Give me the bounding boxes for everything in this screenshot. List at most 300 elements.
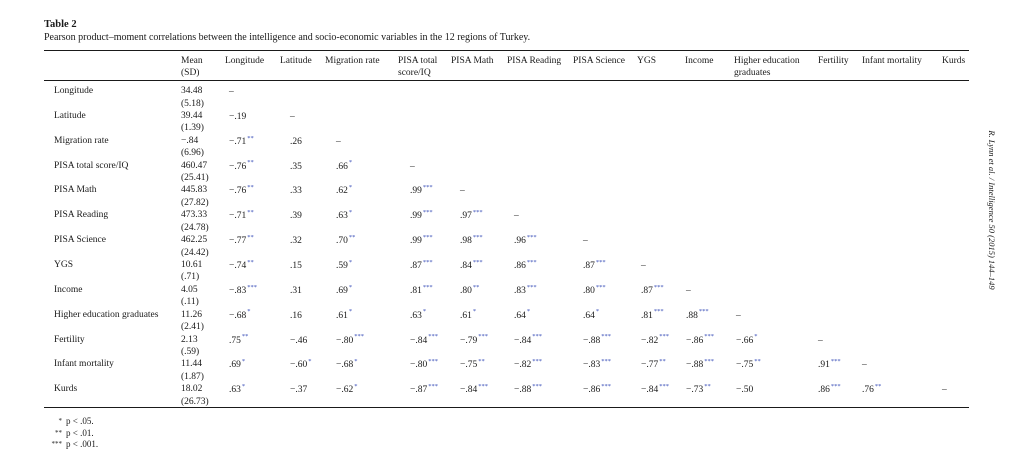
- correlation-value: .66: [336, 161, 348, 172]
- correlation-value: −.80: [410, 360, 428, 371]
- sd-value: (1.39): [181, 123, 204, 134]
- column-header-pisa-total: [398, 55, 437, 79]
- correlation-value: .80: [583, 285, 595, 296]
- diagonal-dash: [410, 161, 415, 173]
- correlation-value: −.86: [583, 385, 601, 396]
- mean-sd-cell: [181, 135, 204, 160]
- correlation-cell: [290, 384, 307, 396]
- correlation-value: –: [942, 385, 947, 396]
- correlation-cell: [641, 335, 669, 347]
- correlation-value: –: [336, 136, 341, 147]
- significance-marker: ***: [830, 358, 841, 366]
- correlation-value: .59: [336, 260, 348, 271]
- significance-marker: **: [348, 233, 356, 241]
- column-header-latitude: [280, 55, 312, 67]
- significance-marker: ***: [704, 333, 714, 341]
- row-label: YGS: [54, 259, 74, 270]
- column-header-pisa-reading: [507, 55, 561, 67]
- significance-marker: ***: [653, 283, 664, 291]
- significance-marker: **: [247, 258, 254, 266]
- correlation-value: .81: [641, 310, 653, 321]
- correlation-cell: [583, 260, 606, 272]
- correlation-cell: [410, 210, 433, 222]
- column-header-migration: [325, 55, 380, 67]
- significance-marker: *: [348, 209, 353, 217]
- correlation-value: .97: [460, 211, 472, 222]
- correlation-value: .76: [862, 385, 874, 396]
- significance-marker: ***: [698, 308, 709, 316]
- mean-sd-cell: [181, 334, 199, 359]
- correlation-value: .15: [290, 260, 302, 271]
- correlation-cell: [583, 310, 599, 322]
- correlation-value: .35: [290, 161, 302, 172]
- correlation-cell: [583, 285, 606, 297]
- correlation-cell: [336, 161, 352, 173]
- column-header-pisa-math: [451, 55, 494, 67]
- correlation-value: −.50: [736, 385, 754, 396]
- significance-marker: *: [422, 308, 427, 316]
- correlation-value: −.77: [641, 360, 659, 371]
- column-header-line1: Kurds: [942, 56, 966, 66]
- mean-sd-cell: [181, 184, 209, 209]
- note-row: [44, 439, 98, 451]
- correlation-cell: [460, 235, 483, 247]
- correlation-cell: [818, 384, 841, 396]
- running-head-text: R. Lynn et al. / Intelligence 50 (2015) 144–149: [987, 130, 997, 290]
- correlation-value: −.62: [336, 385, 354, 396]
- mean-value: 34.48: [181, 86, 203, 96]
- correlation-cell: [229, 260, 254, 272]
- significance-marker: *: [526, 308, 531, 316]
- row-label: PISA Reading: [54, 210, 109, 221]
- significance-marker: ***: [422, 184, 433, 192]
- column-header-line1: PISA total: [398, 56, 438, 66]
- correlation-cell: [290, 235, 302, 247]
- note-row: [44, 428, 98, 440]
- row-label: PISA total score/IQ: [54, 160, 129, 171]
- correlation-value: −.83: [583, 360, 601, 371]
- correlation-value: −.73: [686, 385, 704, 396]
- correlation-cell: [641, 285, 664, 297]
- significance-marker: ***: [422, 258, 433, 266]
- correlation-value: .64: [583, 310, 595, 321]
- sd-value: (24.78): [181, 222, 209, 233]
- significance-marker: *: [348, 308, 353, 316]
- significance-marker: **: [478, 358, 485, 366]
- row-label: Infant mortality: [54, 359, 114, 370]
- correlation-value: −.37: [290, 385, 308, 396]
- significance-marker: ***: [478, 383, 488, 391]
- column-header-kurds: [942, 55, 965, 67]
- mean-value: −.84: [181, 135, 199, 146]
- correlation-value: .31: [290, 285, 302, 296]
- correlation-cell: [641, 359, 666, 371]
- correlation-cell: [336, 235, 355, 247]
- column-header-mean: [181, 55, 203, 79]
- correlation-value: −.84: [514, 335, 532, 346]
- significance-marker: ***: [526, 283, 537, 291]
- correlation-cell: [862, 384, 881, 396]
- significance-marker: ***: [247, 283, 257, 291]
- correlation-cell: [514, 285, 537, 297]
- top-rule: [44, 50, 969, 51]
- correlation-value: –: [410, 161, 415, 172]
- correlation-cell: [736, 384, 753, 396]
- sd-value: (25.41): [181, 173, 209, 184]
- correlation-value: −.71: [229, 211, 247, 222]
- column-header-line2: score/IQ: [398, 68, 431, 78]
- correlation-value: −.88: [583, 335, 601, 346]
- row-label: Fertility: [54, 334, 85, 345]
- correlation-value: –: [514, 211, 519, 222]
- correlation-value: .32: [290, 236, 302, 247]
- note-row: [44, 416, 98, 428]
- mean-sd-cell: [181, 85, 204, 110]
- significance-marker: ***: [422, 233, 433, 241]
- table-label: Table 2: [44, 19, 77, 30]
- correlation-cell: [583, 359, 611, 371]
- sd-value: (.11): [181, 297, 199, 308]
- correlation-value: .86: [818, 385, 830, 396]
- column-header-infant-mortality: [862, 55, 922, 67]
- diagonal-dash: [514, 210, 519, 222]
- significance-marker: *: [247, 308, 251, 316]
- correlation-cell: [229, 210, 254, 222]
- significance-marker: **: [874, 383, 882, 391]
- correlation-cell: [583, 384, 611, 396]
- column-header-fertility: [818, 55, 849, 67]
- mean-sd-cell: [181, 259, 202, 284]
- diagonal-dash: [686, 285, 691, 297]
- diagonal-dash: [583, 235, 588, 247]
- correlation-value: .99: [410, 186, 422, 197]
- column-header-line1: PISA Reading: [507, 56, 562, 66]
- significance-marker: ***: [595, 283, 606, 291]
- row-label: PISA Science: [54, 235, 106, 246]
- column-header-line1: PISA Science: [573, 56, 625, 66]
- mean-value: 2.13: [181, 334, 198, 345]
- correlation-cell: [229, 335, 248, 347]
- correlation-cell: [336, 359, 357, 371]
- correlation-value: .81: [410, 285, 422, 296]
- correlation-value: .61: [460, 310, 472, 321]
- table-notes: [44, 416, 98, 451]
- diagonal-dash: [862, 359, 867, 371]
- correlation-cell: [410, 335, 438, 347]
- correlation-cell: [410, 310, 426, 322]
- mean-sd-cell: [181, 209, 209, 234]
- correlation-value: −.77: [229, 236, 247, 247]
- mean-value: 10.61: [181, 259, 203, 270]
- sd-value: (.59): [181, 347, 200, 357]
- correlation-cell: [583, 335, 611, 347]
- correlation-value: .86: [514, 260, 526, 271]
- significance-marker: ***: [830, 383, 841, 391]
- correlation-value: −.84: [641, 385, 659, 396]
- significance-marker: ***: [595, 258, 606, 266]
- correlation-cell: [229, 111, 246, 123]
- correlation-cell: [641, 310, 664, 322]
- correlation-value: .70: [336, 236, 348, 247]
- correlation-value: –: [229, 87, 234, 97]
- correlation-cell: [336, 335, 364, 347]
- significance-marker: ***: [422, 209, 433, 217]
- correlation-value: −.88: [514, 385, 532, 396]
- correlation-cell: [290, 185, 302, 197]
- correlation-value: .63: [336, 211, 348, 222]
- correlation-cell: [410, 260, 433, 272]
- correlation-cell: [818, 359, 841, 371]
- column-header-line1: YGS: [637, 56, 657, 66]
- correlation-value: .83: [514, 285, 526, 296]
- mean-value: 462.25: [181, 235, 208, 246]
- significance-marker: ***: [653, 308, 664, 316]
- significance-marker: *: [754, 333, 758, 341]
- correlation-value: .26: [290, 136, 302, 147]
- significance-marker: *: [348, 159, 353, 167]
- note-text: p < .001.: [66, 439, 99, 449]
- correlation-value: .62: [336, 186, 348, 197]
- correlation-value: −.79: [460, 335, 478, 346]
- correlation-cell: [514, 335, 542, 347]
- correlation-cell: [736, 335, 757, 347]
- column-header-pisa-science: [573, 55, 625, 67]
- mean-sd-cell: [181, 383, 209, 408]
- column-header-line1: Mean: [181, 56, 203, 66]
- correlation-cell: [410, 235, 433, 247]
- significance-marker: ***: [428, 333, 438, 341]
- correlation-cell: [641, 384, 669, 396]
- significance-marker: **: [241, 333, 249, 341]
- correlation-value: −.86: [686, 335, 704, 346]
- correlation-cell: [514, 235, 537, 247]
- correlation-cell: [290, 161, 302, 173]
- correlation-value: .99: [410, 211, 422, 222]
- significance-marker: ***: [532, 358, 542, 366]
- correlation-cell: [460, 210, 483, 222]
- note-symbol: **: [55, 428, 62, 437]
- row-label: Income: [54, 284, 83, 295]
- correlation-value: .75: [229, 335, 241, 346]
- significance-marker: ***: [472, 258, 483, 266]
- significance-marker: **: [472, 283, 480, 291]
- mean-sd-cell: [181, 234, 209, 259]
- correlation-value: .33: [290, 186, 302, 197]
- correlation-cell: [229, 310, 250, 322]
- mean-value: 445.83: [181, 185, 208, 196]
- correlation-value: −.46: [290, 335, 308, 346]
- correlation-value: .39: [290, 211, 302, 222]
- correlation-cell: [336, 384, 357, 396]
- significance-marker: *: [241, 358, 246, 366]
- significance-marker: ***: [601, 358, 611, 366]
- correlation-value: −.76: [229, 161, 247, 172]
- sd-value: (2.41): [181, 322, 204, 333]
- correlation-cell: [686, 384, 711, 396]
- column-header-line1: Longitude: [225, 56, 265, 66]
- significance-marker: ***: [472, 233, 483, 241]
- correlation-cell: [686, 359, 714, 371]
- column-header-line1: Higher education: [734, 56, 800, 66]
- significance-marker: ***: [532, 333, 542, 341]
- correlation-value: .61: [336, 310, 348, 321]
- diagonal-dash: [229, 86, 234, 98]
- table-title: Pearson product–moment correlations between the intelligence and socio-economic variables in the 12 regions of Turkey.: [44, 32, 531, 43]
- correlation-cell: [686, 310, 709, 322]
- correlation-value: −.75: [736, 360, 754, 371]
- significance-marker: *: [348, 283, 353, 291]
- note-text: p < .05.: [66, 416, 94, 426]
- diagonal-dash: [336, 136, 341, 148]
- correlation-cell: [460, 260, 483, 272]
- correlation-cell: [229, 185, 254, 197]
- correlation-value: .63: [229, 385, 241, 396]
- correlation-value: .63: [410, 310, 422, 321]
- correlation-cell: [290, 310, 302, 322]
- running-head: [985, 100, 999, 320]
- significance-marker: **: [754, 358, 761, 366]
- correlation-value: −.19: [229, 111, 247, 122]
- column-header-line1: Latitude: [280, 56, 312, 66]
- correlation-value: .99: [410, 236, 422, 247]
- correlation-cell: [290, 359, 311, 371]
- mean-value: 39.44: [181, 110, 203, 121]
- significance-marker: **: [247, 233, 254, 241]
- significance-marker: *: [595, 308, 600, 316]
- sd-value: (5.18): [181, 98, 204, 109]
- column-header-ygs: [637, 55, 656, 67]
- correlation-value: −.74: [229, 260, 247, 271]
- correlation-cell: [460, 359, 485, 371]
- significance-marker: ***: [659, 333, 669, 341]
- correlation-cell: [290, 260, 302, 272]
- correlation-value: −.88: [686, 360, 704, 371]
- row-label: Kurds: [54, 384, 78, 395]
- mean-value: 11.26: [181, 309, 203, 320]
- correlation-cell: [410, 384, 438, 396]
- row-label: Higher education graduates: [54, 309, 159, 320]
- significance-marker: **: [704, 383, 711, 391]
- correlation-cell: [229, 136, 254, 148]
- sd-value: (1.87): [181, 371, 204, 382]
- correlation-value: −.76: [229, 186, 247, 197]
- significance-marker: *: [308, 358, 312, 366]
- sd-value: (27.82): [181, 197, 209, 208]
- note-symbol: ***: [51, 440, 62, 448]
- significance-marker: ***: [704, 358, 714, 366]
- sd-value: (.71): [181, 272, 200, 283]
- correlation-value: −.80: [336, 335, 354, 346]
- table-caption: [44, 18, 530, 44]
- row-label: Migration rate: [54, 135, 109, 146]
- diagonal-dash: [736, 310, 741, 322]
- correlation-value: −.68: [336, 360, 354, 371]
- correlation-value: –: [583, 236, 588, 247]
- correlation-value: .87: [641, 285, 653, 296]
- correlation-value: .88: [686, 310, 698, 321]
- row-label: Latitude: [54, 110, 86, 121]
- correlation-cell: [290, 210, 302, 222]
- correlation-cell: [460, 285, 479, 297]
- significance-marker: **: [247, 184, 254, 192]
- correlation-cell: [336, 185, 352, 197]
- diagonal-dash: [818, 335, 823, 347]
- column-header-line1: Income: [685, 56, 714, 66]
- correlation-cell: [290, 335, 307, 347]
- significance-marker: ***: [478, 333, 488, 341]
- significance-marker: ***: [472, 209, 483, 217]
- significance-marker: ***: [659, 383, 669, 391]
- correlation-value: .84: [460, 260, 472, 271]
- significance-marker: *: [348, 258, 353, 266]
- mean-value: 18.02: [181, 384, 203, 395]
- correlation-value: −.82: [514, 360, 532, 371]
- significance-marker: **: [659, 358, 666, 366]
- correlation-cell: [336, 285, 352, 297]
- significance-marker: *: [472, 308, 477, 316]
- correlation-value: –: [862, 360, 867, 371]
- correlation-cell: [410, 359, 438, 371]
- correlation-cell: [410, 285, 433, 297]
- correlation-value: .87: [410, 260, 422, 271]
- significance-marker: ***: [428, 383, 438, 391]
- diagonal-dash: [641, 260, 646, 272]
- correlation-cell: [290, 136, 302, 148]
- correlation-cell: [460, 335, 488, 347]
- column-header-longitude: [225, 55, 264, 67]
- correlation-cell: [229, 285, 257, 297]
- mean-sd-cell: [181, 160, 209, 185]
- diagonal-dash: [290, 111, 295, 123]
- significance-marker: *: [241, 383, 246, 391]
- correlation-value: −.84: [460, 385, 478, 396]
- correlation-value: −.83: [229, 285, 247, 296]
- correlation-cell: [514, 260, 537, 272]
- mean-value: 460.47: [181, 160, 208, 171]
- mean-sd-cell: [181, 284, 199, 309]
- mean-sd-cell: [181, 110, 204, 135]
- correlation-cell: [514, 384, 542, 396]
- sd-value: (26.73): [181, 396, 209, 407]
- mean-value: 473.33: [181, 210, 208, 221]
- correlation-value: .87: [583, 260, 595, 271]
- correlation-value: –: [686, 285, 691, 296]
- correlation-value: .98: [460, 236, 472, 247]
- correlation-cell: [290, 285, 302, 297]
- column-header-line1: Fertility: [818, 56, 849, 66]
- column-header-higher-ed: [734, 55, 800, 79]
- significance-marker: ***: [532, 383, 542, 391]
- sd-value: (6.96): [181, 148, 204, 159]
- correlation-cell: [336, 210, 352, 222]
- correlation-value: –: [818, 335, 823, 346]
- sd-value: (24.42): [181, 247, 209, 258]
- row-label: Longitude: [54, 86, 94, 96]
- correlation-cell: [686, 335, 714, 347]
- significance-marker: **: [247, 209, 254, 217]
- significance-marker: *: [354, 358, 358, 366]
- header-rule: [44, 80, 969, 81]
- mean-value: 4.05: [181, 284, 198, 295]
- significance-marker: **: [247, 134, 254, 142]
- diagonal-dash: [942, 384, 947, 396]
- correlation-value: −.68: [229, 310, 247, 321]
- correlation-value: −.66: [736, 335, 754, 346]
- correlation-cell: [514, 310, 530, 322]
- correlation-value: –: [290, 111, 295, 122]
- correlation-cell: [229, 235, 254, 247]
- column-header-line2: graduates: [734, 68, 771, 78]
